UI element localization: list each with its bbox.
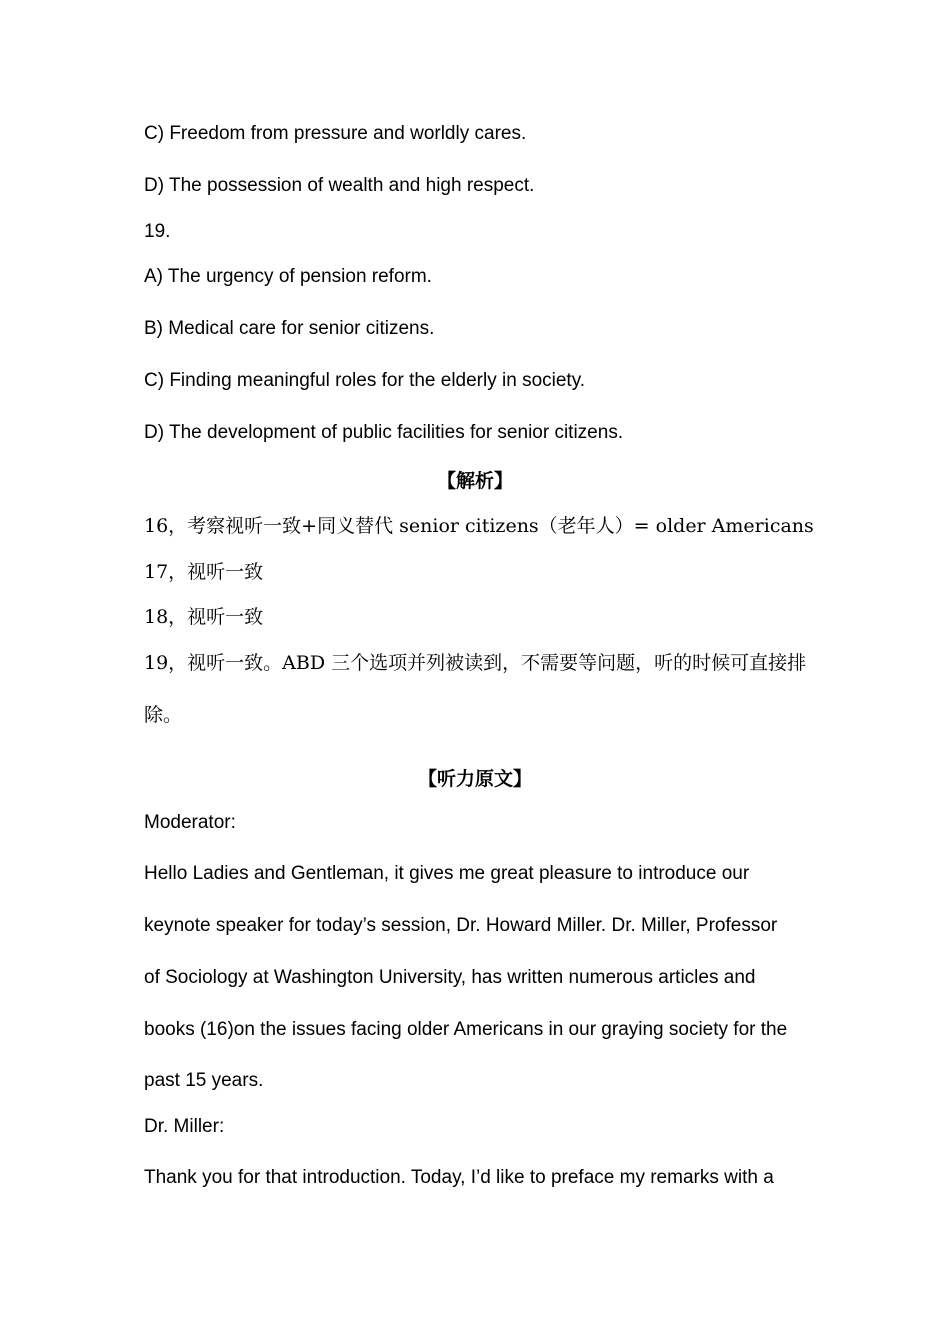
analysis-item-18: 18，视听一致 <box>144 606 264 628</box>
analysis-heading: 【解析】 <box>436 470 513 492</box>
transcript-para1-line1: Hello Ladies and Gentleman, it gives me great pleasure to introduce our <box>144 863 750 884</box>
analysis-item-19-line1: 19，视听一致。ABD 三个选项并列被读到，不需要等问题，听的时候可直接排 <box>144 652 807 674</box>
speaker-dr-miller: Dr. Miller: <box>144 1116 225 1137</box>
analysis-item-19-line2: 除。 <box>144 704 183 726</box>
analysis-item-17: 17，视听一致 <box>144 561 264 583</box>
option-18-c: C) Freedom from pressure and worldly cares. <box>144 123 527 144</box>
transcript-para2-line1: Thank you for that introduction. Today, I’d like to preface my remarks with a <box>144 1167 774 1188</box>
question-19-number: 19. <box>144 221 171 242</box>
transcript-heading: 【听力原文】 <box>417 768 532 790</box>
speaker-moderator: Moderator: <box>144 812 236 833</box>
option-19-c: C) Finding meaningful roles for the elderly in society. <box>144 370 586 391</box>
option-19-a: A) The urgency of pension reform. <box>144 266 432 287</box>
transcript-para1-line2: keynote speaker for today’s session, Dr. Howard Miller. Dr. Miller, Professor <box>144 915 778 936</box>
analysis-item-16: 16，考察视听一致+同义替代 senior citizens（老年人）= older Americans <box>144 515 814 537</box>
transcript-para1-line4: books (16)on the issues facing older Americans in our graying society for the <box>144 1019 788 1040</box>
option-18-d: D) The possession of wealth and high respect. <box>144 175 535 196</box>
option-19-d: D) The development of public facilities for senior citizens. <box>144 422 624 443</box>
option-19-b: B) Medical care for senior citizens. <box>144 318 435 339</box>
transcript-para1-line3: of Sociology at Washington University, has written numerous articles and <box>144 967 756 988</box>
transcript-para1-line5: past 15 years. <box>144 1070 264 1091</box>
